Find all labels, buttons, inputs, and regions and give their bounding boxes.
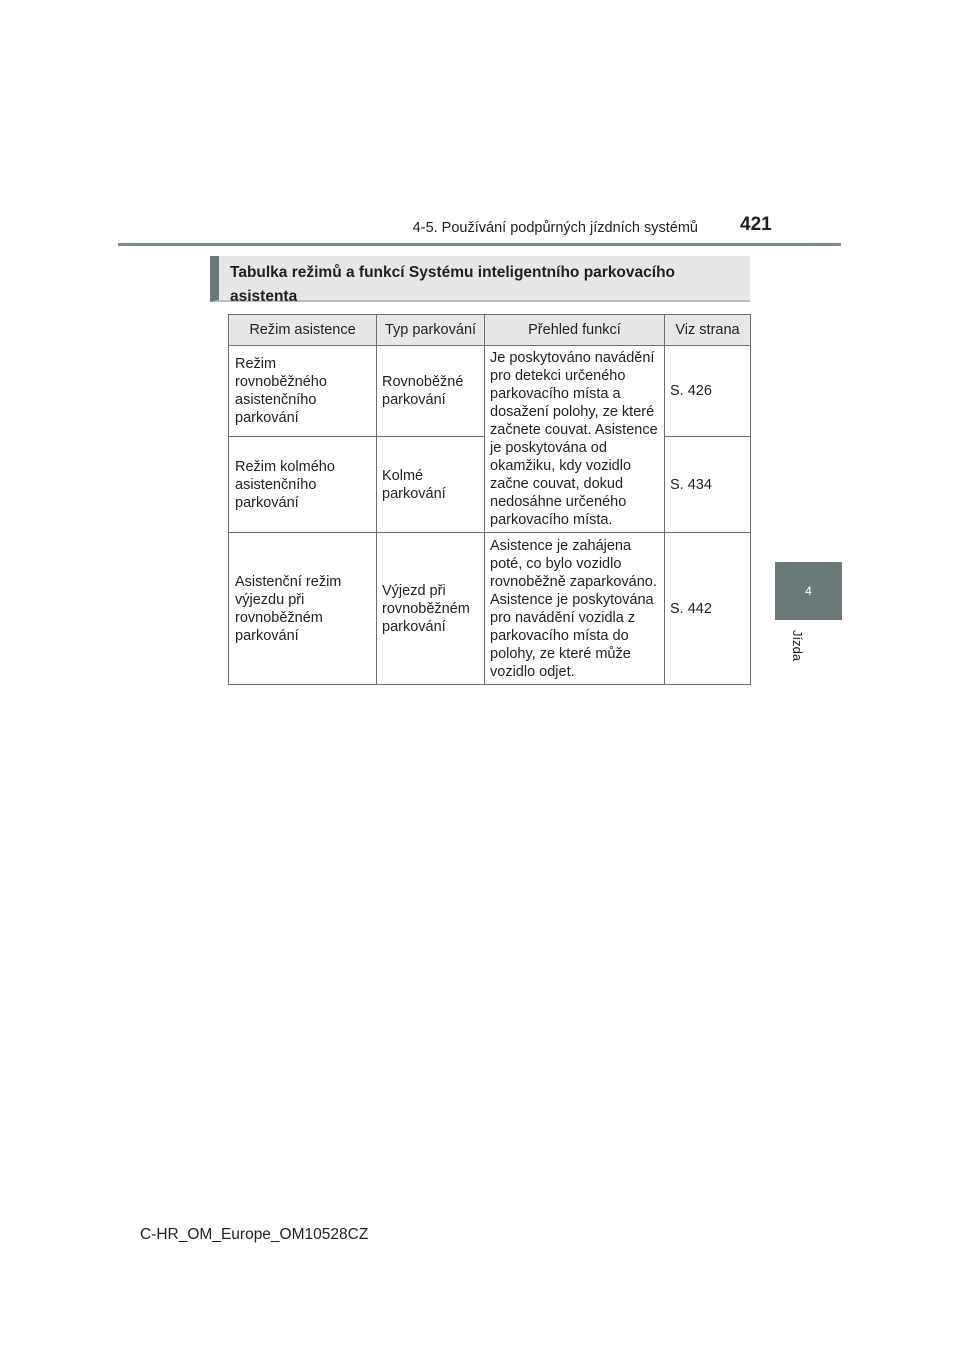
cell-page: S. 434 bbox=[665, 437, 751, 533]
cell-mode: Režim kolmého asistenčního parkování bbox=[229, 437, 377, 533]
header-page: Viz strana bbox=[665, 315, 751, 346]
cell-mode: Režim rovnoběžného asistenčního parkování bbox=[229, 346, 377, 437]
document-code: C-HR_OM_Europe_OM10528CZ bbox=[140, 1226, 369, 1243]
cell-type: Rovnoběžné parkování bbox=[377, 346, 485, 437]
section-title: Tabulka režimů a funkcí Systému inteligentního parkovacího asistenta bbox=[210, 256, 750, 302]
header-type: Typ parkování bbox=[377, 315, 485, 346]
chapter-tab bbox=[775, 562, 842, 620]
cell-type: Výjezd při rovnoběžném parkování bbox=[377, 533, 485, 685]
modes-table bbox=[228, 314, 751, 685]
cell-page: S. 442 bbox=[665, 533, 751, 685]
chapter-number: 4 bbox=[805, 584, 812, 598]
table-row bbox=[229, 346, 751, 437]
chapter-label: Jízda bbox=[790, 630, 805, 662]
table-row bbox=[229, 533, 751, 685]
header-mode: Režim asistence bbox=[229, 315, 377, 346]
cell-mode: Asistenční režim výjezdu při rovnoběžném parkování bbox=[229, 533, 377, 685]
cell-type: Kolmé parkování bbox=[377, 437, 485, 533]
cell-overview: Je poskytováno navádění pro detekci určeného parkovacího místa a dosažení polohy, ze které začnete couvat. Asistence je poskytována od okamžiku, kdy vozidlo začne couvat, dokud nedosáhne určeného parkovacího místa. bbox=[485, 346, 665, 533]
running-header: 4-5. Používání podpůrných jízdních systémů bbox=[412, 220, 698, 236]
page-number: 421 bbox=[740, 214, 772, 235]
cell-page: S. 426 bbox=[665, 346, 751, 437]
cell-overview: Asistence je zahájena poté, co bylo vozidlo rovnoběžně zaparkováno. Asistence je poskytována pro navádění vozidla z parkovacího místa do polohy, ze které může vozidlo odjet. bbox=[485, 533, 665, 685]
table-header-row bbox=[229, 315, 751, 346]
header-overview: Přehled funkcí bbox=[485, 315, 665, 346]
header-divider bbox=[118, 243, 841, 246]
